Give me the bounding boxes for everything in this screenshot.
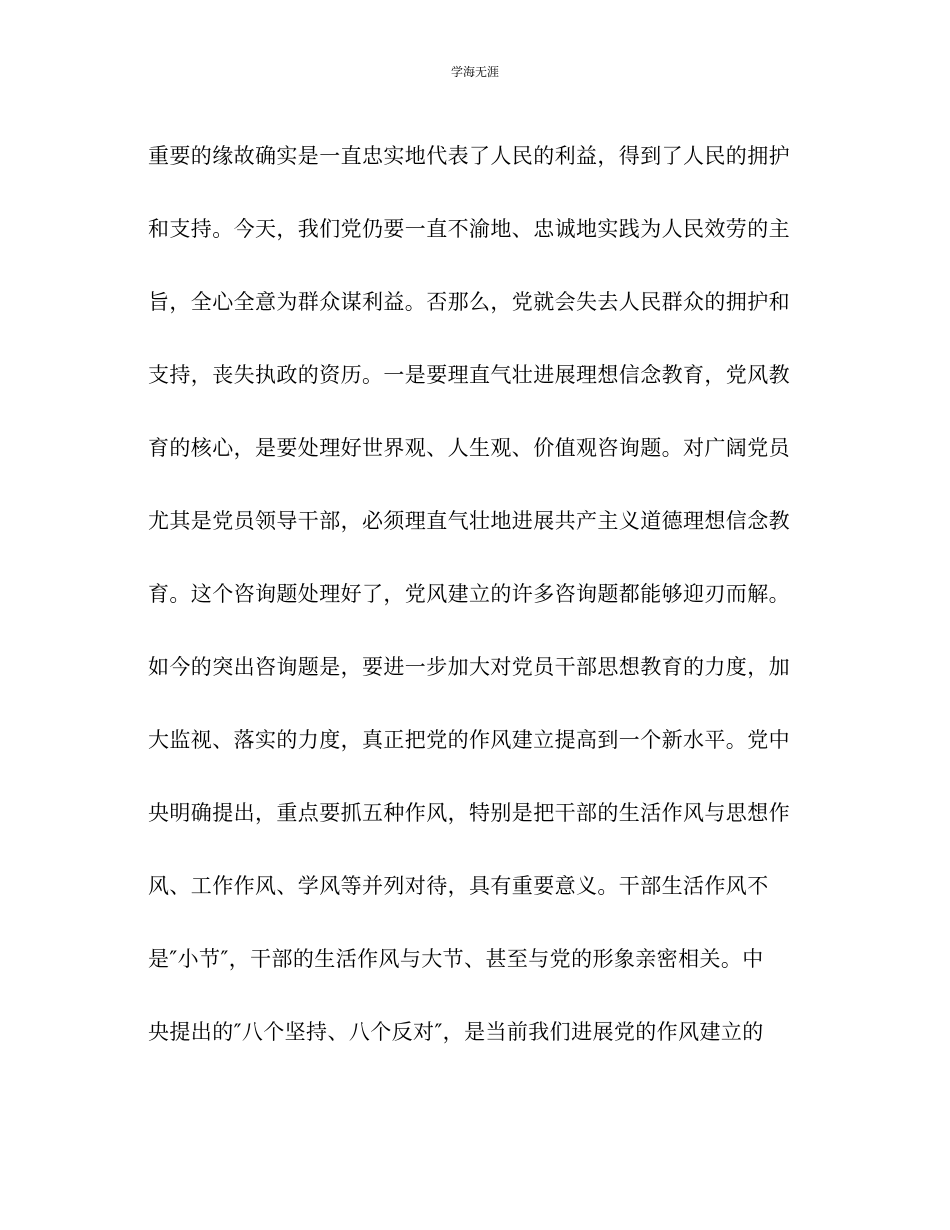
text-line: 风、工作作风、学风等并列对待，具有重要意义。干部生活作风不 — [148, 874, 769, 898]
text-line: 是″小节″，干部的生活作风与大节、甚至与党的形象亲密相关。中 — [148, 947, 764, 971]
text-line: 如今的突出咨询题是，要进一步加大对党员干部思想教育的力度，加 — [148, 655, 790, 679]
text-line: 育的核心，是要处理好世界观、人生观、价值观咨询题。对广阔党员 — [148, 436, 790, 460]
text-line: 央明确提出，重点要抓五种作风，特别是把干部的生活作风与思想作 — [148, 801, 790, 825]
text-line: 支持，丧失执政的资历。一是要理直气壮进展理想信念教育，党风教 — [148, 363, 790, 387]
text-line: 育。这个咨询题处理好了，党风建立的许多咨询题都能够迎刃而解。 — [148, 582, 790, 606]
text-line: 和支持。今天，我们党仍要一直不渝地、忠诚地实践为人民效劳的主 — [148, 217, 790, 241]
text-line: 大监视、落实的力度，真正把党的作风建立提高到一个新水平。党中 — [148, 728, 790, 752]
text-line: 重要的缘故确实是一直忠实地代表了人民的利益，得到了人民的拥护 — [148, 144, 790, 168]
text-line: 旨，全心全意为群众谋利益。否那么，党就会失去人民群众的拥护和 — [148, 290, 790, 314]
page-header: 学海无涯 — [450, 65, 499, 79]
body-text — [148, 134, 808, 1083]
text-line: 央提出的″八个坚持、八个反对″，是当前我们进展党的作风建立的 — [148, 1020, 764, 1044]
text-line: 尤其是党员领导干部，必须理直气壮地进展共产主义道德理想信念教 — [148, 509, 790, 533]
